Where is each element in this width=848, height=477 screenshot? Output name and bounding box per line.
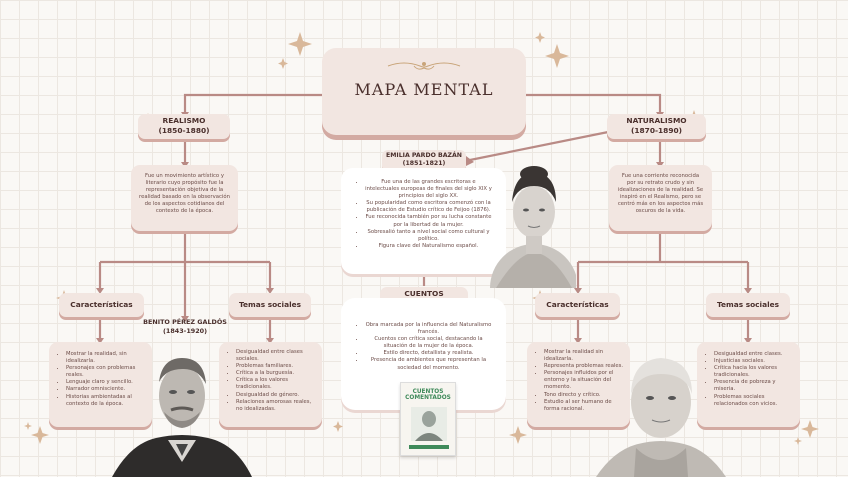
emilia-info-list	[357, 179, 492, 250]
list-item: • Relaciones amorosas reales, no idealizadas.	[236, 399, 316, 413]
list-item: • Tono directo y crítico.	[544, 392, 624, 399]
realismo-node	[138, 114, 230, 139]
sparkle-icon	[545, 44, 569, 68]
list-item: • Representa problemas reales.	[544, 363, 624, 370]
realismo-description	[131, 165, 238, 231]
list-item: • Crítica a la burguesía.	[236, 370, 316, 377]
galdos-name-block	[133, 318, 237, 336]
emilia-portrait-bottom	[596, 352, 726, 477]
sparkle-icon	[535, 32, 545, 43]
naturalismo-caracteristicas-label: Características	[546, 300, 609, 309]
realismo-caracteristicas-node	[59, 293, 144, 317]
list-item: • Estudio al ser humano de forma racional.	[544, 399, 624, 413]
list-item: • Figura clave del Naturalismo español.	[365, 243, 492, 250]
list-item: • Problemas sociales relacionados con vicios.	[714, 394, 794, 408]
sparkle-icon	[794, 437, 802, 445]
list-item: • Desigualdad de género.	[236, 392, 316, 399]
naturalismo-label: NATURALISMO	[626, 116, 687, 125]
list-item: • Narrador omnisciente.	[66, 386, 146, 393]
list-item: • Obra marcada por la influencia del Naturalismo francés.	[365, 322, 492, 336]
list-item: • Crítica a los valores tradicionales.	[236, 377, 316, 391]
cuentos-label-1: CUENTOS	[404, 289, 444, 298]
sparkle-icon	[801, 420, 819, 438]
list-item: • Lenguaje claro y sencillo.	[66, 379, 146, 386]
page-title: MAPA MENTAL	[354, 80, 494, 99]
list-item: • Mostrar la realidad, sin idealizarla.	[66, 351, 146, 365]
book-cover-icon	[400, 382, 456, 456]
sparkle-icon	[509, 426, 527, 444]
galdos-portrait	[112, 352, 252, 477]
naturalismo-dates: (1870-1890)	[631, 126, 682, 135]
list-item: • Personajes con problemas reales.	[66, 365, 146, 379]
list-item: • Desigualdad entre clases.	[714, 351, 794, 358]
naturalismo-description-text: Fue una corriente reconocida por su retrato crudo y sin idealizaciones de la realidad. Se inspiró en el Realismo, pero se centró más en los aspectos más oscuros de la vida.	[617, 173, 704, 215]
sparkle-icon	[24, 422, 32, 430]
list-item: • Presencia de pobreza y miseria.	[714, 379, 794, 393]
naturalismo-temas-label: Temas sociales	[716, 300, 780, 309]
list-item: • Su popularidad como escritora comenzó con la publicación de Estudio crítico de Feijoo (1876).	[365, 200, 492, 214]
sparkle-icon	[31, 426, 49, 444]
realismo-temas-node	[229, 293, 311, 317]
list-item: • Crítica hacia los valores tradicionales.	[714, 365, 794, 379]
naturalismo-caracteristicas-node	[535, 293, 620, 317]
emilia-portrait-top	[486, 160, 576, 288]
book-cover-title-2: COMENTADOS	[405, 395, 451, 401]
realismo-label: REALISMO	[162, 116, 206, 125]
emilia-dates: (1851-1821)	[402, 160, 446, 167]
galdos-name: BENITO PÉREZ GALDÓS	[143, 318, 227, 326]
realismo-caracteristicas-label: Características	[70, 300, 133, 309]
emilia-info-card	[341, 168, 506, 274]
naturalismo-temas-node	[706, 293, 790, 317]
book-cover-title-1: CUENTOS	[412, 389, 444, 395]
sparkle-icon	[278, 58, 288, 69]
list-item: • Desigualdad entre clases sociales.	[236, 349, 316, 363]
list-item: • Injusticias sociales.	[714, 358, 794, 365]
list-item: • Sobresalió tanto a nivel social como cultural y político.	[365, 229, 492, 243]
list-item: • Estilo directo, detallista y realista.	[365, 350, 492, 357]
realismo-dates: (1850-1880)	[158, 126, 210, 135]
naturalismo-description	[609, 165, 712, 231]
emilia-name: EMILIA PARDO BAZÁN	[386, 152, 462, 159]
list-item: • Problemas familiares.	[236, 363, 316, 370]
list-item: • Fue una de las grandes escritoras e intelectuales europeas de finales del siglo XIX y principios del siglo XX.	[365, 179, 492, 200]
list-item: • Presencia de ambientes que representan la sociedad del momento.	[365, 357, 492, 371]
list-item: • Mostrar la realidad sin idealizarla.	[544, 349, 624, 363]
list-item: • Fue reconocida también por su lucha constante por la libertad de la mujer.	[365, 214, 492, 228]
title-box	[322, 48, 526, 135]
cuentos-info-list	[357, 322, 492, 372]
list-item: • Personajes influidos por el entorno y la situación del momento.	[544, 370, 624, 391]
realismo-temas-label: Temas sociales	[238, 300, 302, 309]
ornament-icon	[384, 58, 464, 74]
galdos-dates: (1843-1920)	[162, 327, 208, 335]
sparkle-icon	[333, 421, 343, 432]
realismo-description-text: Fue un movimiento artístico y literario cuyo propósito fue la representación objetiva de la realidad basado en la observación de los aspectos cotidianos del contexto de la época.	[139, 173, 230, 215]
sparkle-icon	[288, 32, 312, 56]
list-item: • Cuentos con crítica social, destacando la situación de la mujer de la época.	[365, 336, 492, 350]
naturalismo-node	[607, 114, 706, 139]
list-item: • Historias ambientadas al contexto de la época.	[66, 394, 146, 408]
